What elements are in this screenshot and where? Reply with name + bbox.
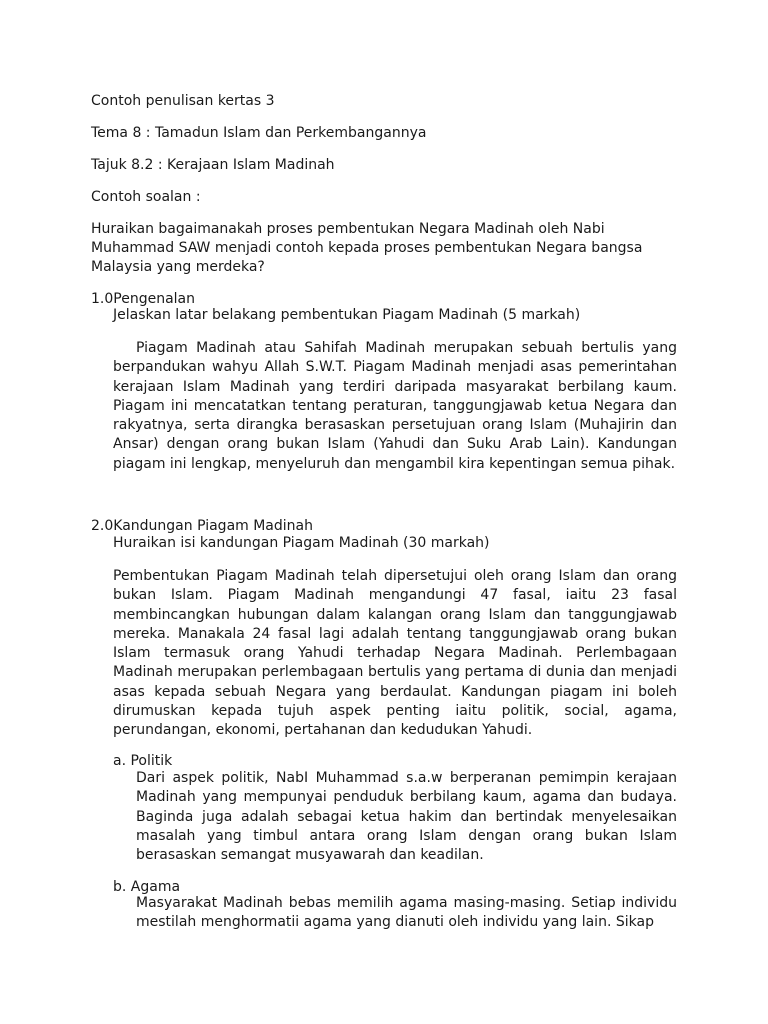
topic-line: Tajuk 8.2 : Kerajaan Islam Madinah [91,157,335,173]
item-a-label: a. Politik [113,753,173,769]
section-2-subheading: Huraikan isi kandungan Piagam Madinah (30 markah) [113,535,490,551]
item-a-text: Dari aspek politik, NabI Muhammad s.a.w berperanan pemimpin kerajaan Madinah yang mempunyai penduduk berbilang kaum, agama dan budaya. Baginda juga adalah sebagai ketua hakim dan bertindak menyelesaikan masalah yang timbul antara orang Islam dengan orang bukan Islam berasaskan semangat musyawarah dan keadilan. [136,770,677,864]
section-1-heading: 1.0Pengenalan [91,291,195,307]
question-line-1: Huraikan bagaimanakah proses pembentukan Negara Madinah oleh Nabi [91,221,605,237]
sample-question-label: Contoh soalan : [91,189,201,205]
sample-title: Contoh penulisan kertas 3 [91,93,275,109]
item-b-label: b. Agama [113,879,181,895]
section-2-heading: 2.0Kandungan Piagam Madinah [91,518,313,534]
question-line-3: Malaysia yang merdeka? [91,259,265,275]
question-line-2: Muhammad SAW menjadi contoh kepada proses pembentukan Negara bangsa [91,240,643,256]
item-b-text: Masyarakat Madinah bebas memilih agama masing-masing. Setiap individu mestilah menghormatii agama yang dianuti oleh individu yang lain. Sikap [136,895,677,931]
section-1-paragraph: Piagam Madinah atau Sahifah Madinah merupakan sebuah bertulis yang berpandukan wahyu Allah S.W.T. Piagam Madinah menjadi asas pemerintahan kerajaan Islam Madinah yang terdiri daripada masyarakat berbilang kaum. Piagam ini mencatatkan tentang peraturan, tanggungjawab ketua Negara dan rakyatnya, serta dirangka berasaskan persetujuan orang Islam (Muhajirin dan Ansar) dengan orang bukan Islam (Yahudi dan Suku Arab Lain). Kandungan piagam ini lengkap, menyeluruh dan mengambil kira kepentingan semua pihak. [113,340,677,472]
section-1-subheading: Jelaskan latar belakang pembentukan Piagam Madinah (5 markah) [113,307,581,323]
section-2-paragraph: Pembentukan Piagam Madinah telah dipersetujui oleh orang Islam dan orang bukan Islam. Piagam Madinah mengandungi 47 fasal, iaitu 23 fasal membincangkan hubungan dalam kalangan orang Islam dan tanggungjawab mereka. Manakala 24 fasal lagi adalah tentang tanggungjawab orang bukan Islam termasuk orang Yahudi terhadap Negara Madinah. Perlembagaan Madinah merupakan perlembagaan bertulis yang pertama di dunia dan menjadi asas kepada sebuah Negara yang berdaulat. Kandungan piagam ini boleh dirumuskan kepada tujuh aspek penting iaitu politik, social, agama, perundangan, ekonomi, pertahanan dan kedudukan Yahudi. [113,568,677,739]
theme-line: Tema 8 : Tamadun Islam dan Perkembangannya [91,125,427,141]
